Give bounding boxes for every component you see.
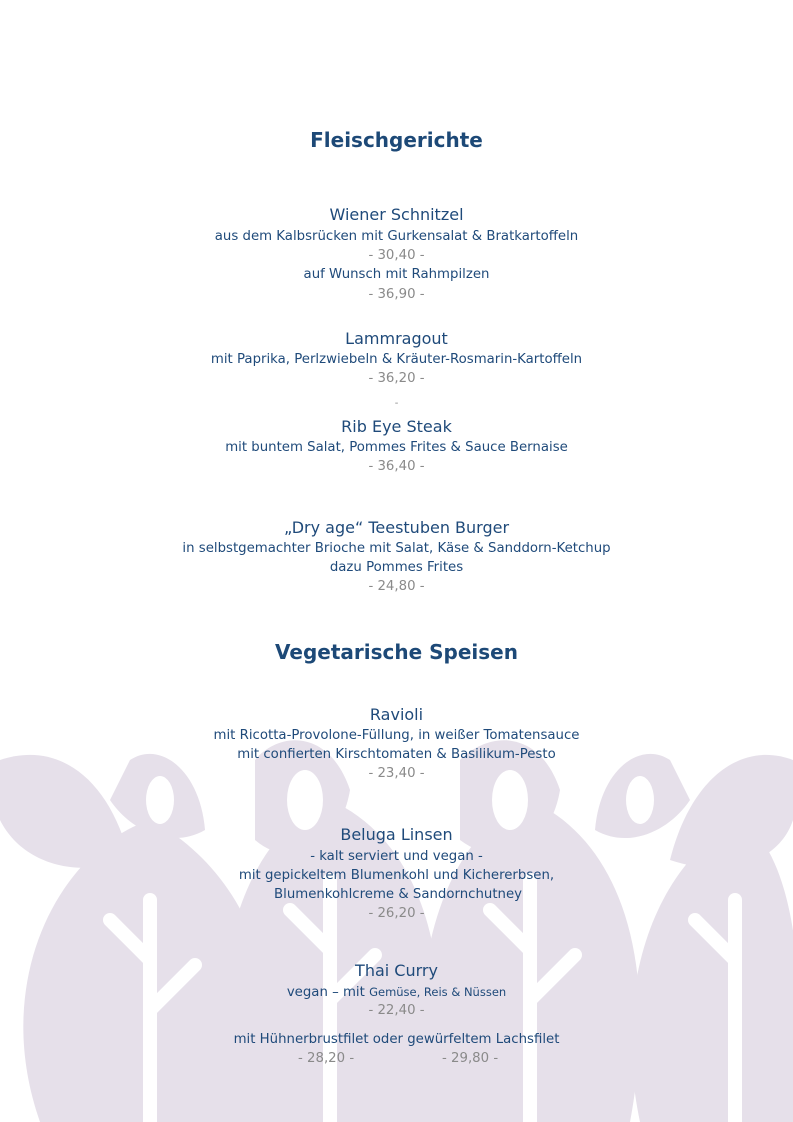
- dish-description: mit Ricotta-Provolone-Füllung, in weißer Tomatensauce: [213, 728, 580, 743]
- dish-description: - kalt serviert und vegan -: [310, 849, 483, 864]
- dish-name: Wiener Schnitzel: [329, 205, 464, 224]
- dish-description: Blumenkohlcreme & Sandornchutney: [274, 887, 523, 902]
- curry-desc-detail: Gemüse, Reis & Nüssen: [369, 985, 507, 999]
- dish-option-price: - 29,80 -: [442, 1051, 499, 1066]
- dish-name: Beluga Linsen: [340, 825, 453, 844]
- dish-description: mit gepickeltem Blumenkohl und Kichererbsen,: [238, 868, 555, 883]
- section-title-meat: Fleischgerichte: [310, 128, 483, 152]
- dish-option-price: - 36,90 -: [368, 287, 425, 302]
- dish-price: - 24,80 -: [368, 579, 425, 594]
- dish-price: - 36,20 -: [368, 371, 425, 386]
- dish-name: Ravioli: [369, 705, 424, 724]
- dish-price: - 30,40 -: [368, 248, 425, 263]
- dish-description: [0, 985, 793, 1000]
- dish-description: mit buntem Salat, Pommes Frites & Sauce Bernaise: [225, 440, 568, 455]
- dish-price: - 26,20 -: [368, 906, 425, 921]
- dish-price: - 22,40 -: [368, 1003, 425, 1018]
- dish-name: Rib Eye Steak: [341, 417, 452, 436]
- dish-price: - 36,40 -: [368, 459, 425, 474]
- dish-name: Thai Curry: [355, 961, 438, 980]
- dish-name: Lammragout: [345, 329, 448, 348]
- dish-name: „Dry age“ Teestuben Burger: [283, 518, 510, 537]
- dish-option-price: - 28,20 -: [298, 1051, 355, 1066]
- dish-description: dazu Pommes Frites: [329, 560, 464, 575]
- dish-description: mit confierten Kirschtomaten & Basilikum-Pesto: [237, 747, 556, 762]
- separator: -: [394, 398, 399, 409]
- curry-desc-main: vegan – mit: [286, 985, 370, 1000]
- dish-option: auf Wunsch mit Rahmpilzen: [303, 267, 490, 282]
- dish-option: mit Hühnerbrustfilet oder gewürfeltem Lachsfilet: [233, 1032, 560, 1047]
- dish-price: - 23,40 -: [368, 766, 425, 781]
- dish-description: aus dem Kalbsrücken mit Gurkensalat & Bratkartoffeln: [214, 229, 579, 244]
- dish-description: in selbstgemachter Brioche mit Salat, Käse & Sanddorn-Ketchup: [182, 541, 611, 556]
- section-title-vegetarian: Vegetarische Speisen: [275, 640, 518, 664]
- dish-description: mit Paprika, Perlzwiebeln & Kräuter-Rosmarin-Kartoffeln: [210, 352, 583, 367]
